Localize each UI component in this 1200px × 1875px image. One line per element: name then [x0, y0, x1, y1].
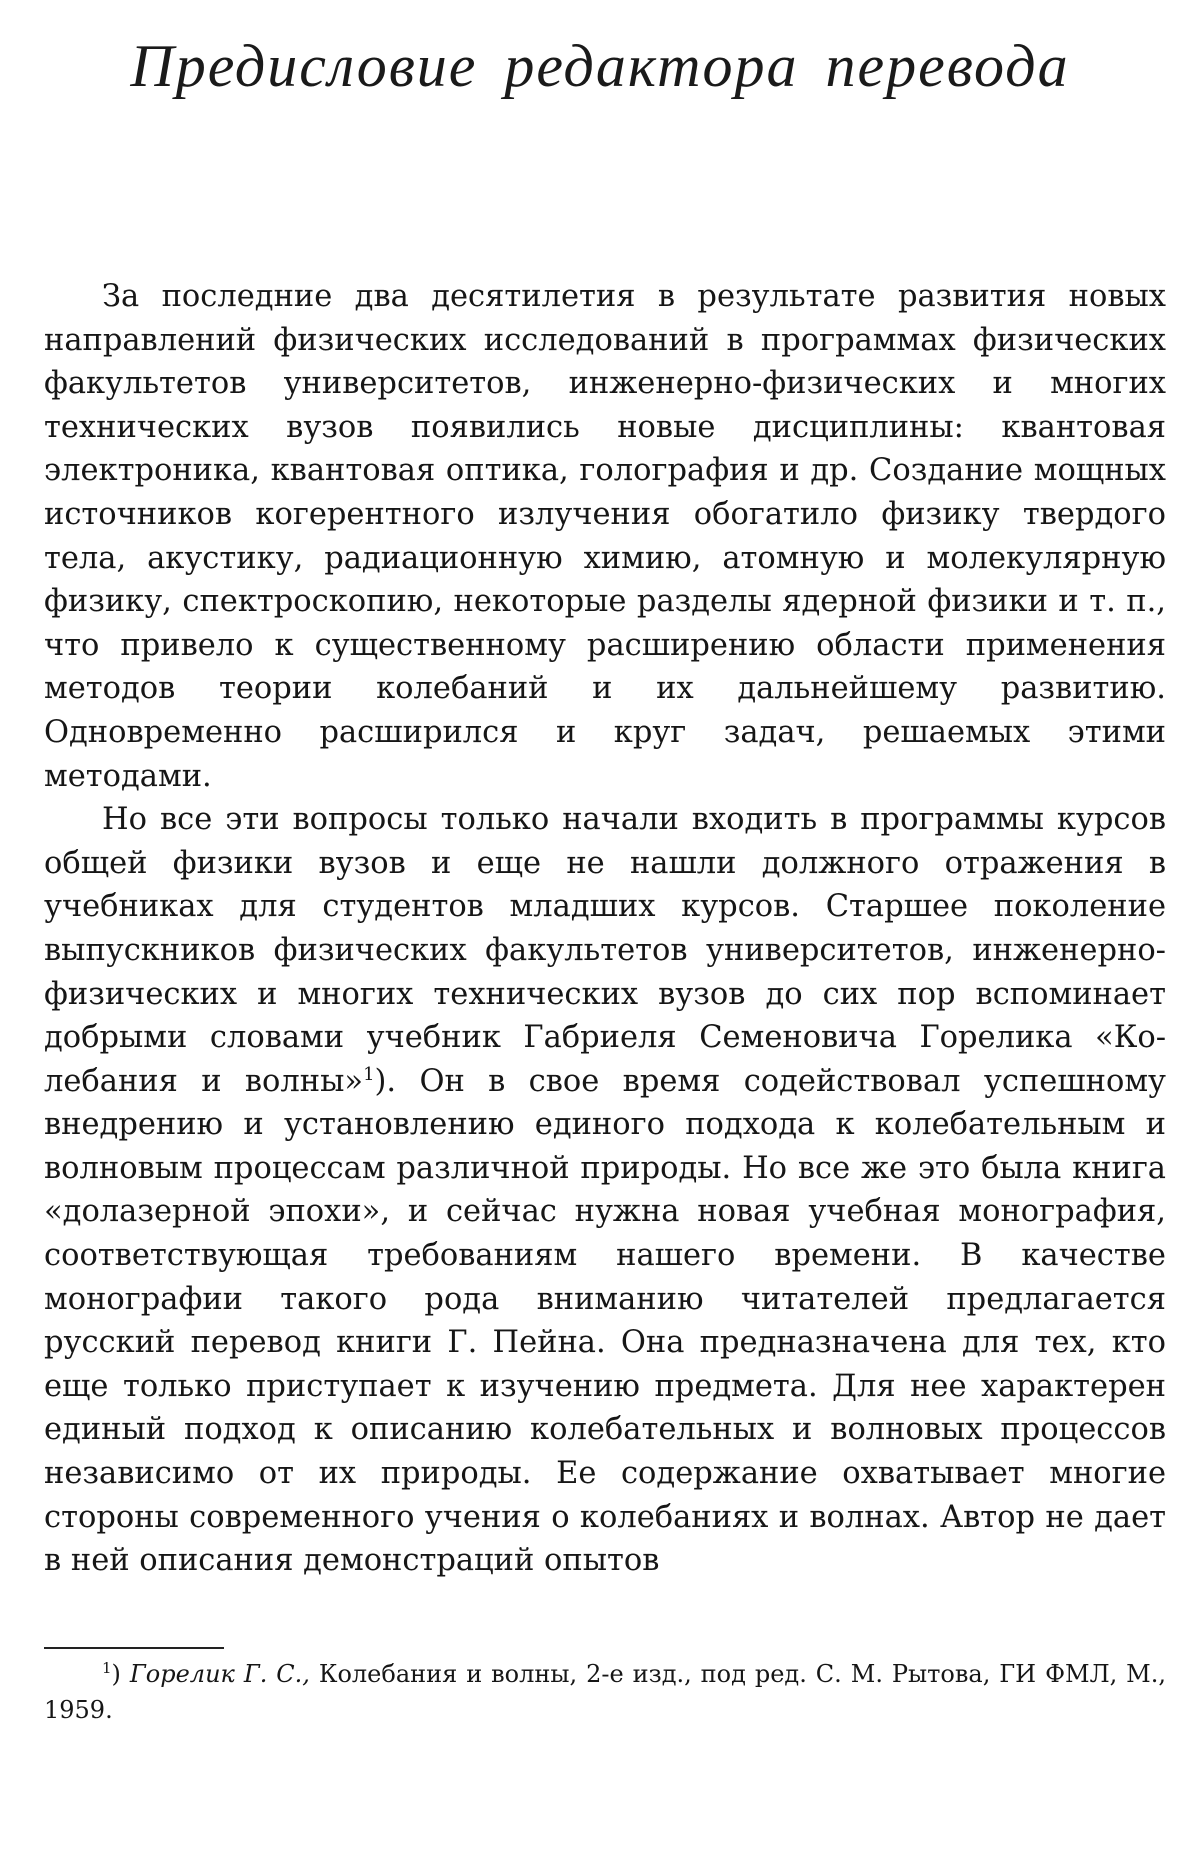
footnote-text: Колебания и волны, 2-е изд., под ред. С. М. Рытова, ГИ ФМЛ, М., 1959. — [44, 1660, 1167, 1724]
body-text — [44, 275, 1166, 1583]
paragraph-2-part-2: ). Он в свое время содействовал успешному внедрению и установлению единого подхода к колебательным и волновым процессам различной природы. Но все же это была книга «долазерной эпохи», и сейчас нужна новая учебная монография, соответствующая требованиям нашего времени. В качестве монографии такого рода вниманию читателей предлагается русский перевод книги Г. Пейна. Она предназначена для тех, кто еще только приступает к изучению предмета. Для нее характерен единый подход к описанию колебательных и волновых процессов независимо от их природы. Ее содержание охватывает многие стороны современного учения о колебаниях и волнах. Автор не дает в ней описания демонстраций опытов — [44, 1063, 1166, 1579]
footnote-author: Горелик Г. С., — [129, 1660, 310, 1688]
paragraph-1: За последние два десятилетия в результате развития новых направлений физических исследований в программах физических факультетов университетов, инженерно-физических и многих технических вузов появились новые дисциплины: квантовая электроника, квантовая оптика, голография и др. Создание мощных источников когерентного излучения обогатило физику твердого тела, акустику, радиационную химию, атомную и молекулярную физику, спектроскопию, некоторые разделы ядерной физики и т. п., что привело к существенному расширению области применения методов теории колебаний и их дальнейшему развитию. Одновременно расширился и круг задач, решаемых этими методами. — [44, 279, 1166, 794]
footnote-paren: ) — [111, 1660, 121, 1688]
footnote-number: 1 — [102, 1659, 112, 1677]
page-title: Предисловие редактора перевода — [130, 33, 1070, 99]
footnote-reference[interactable]: 1 — [363, 1063, 375, 1085]
footnote — [44, 1656, 1166, 1728]
footnote-divider — [44, 1647, 224, 1649]
paragraph-2 — [44, 798, 1166, 1583]
paragraph-2-part-1: Но все эти вопросы только начали входить в программы курсов общей физики вузов и еще не нашли должного отражения в учебниках для студентов младших курсов. Старшее поколение выпускников физических факультетов университетов, инженерно-физических и многих технических вузов до сих пор вспоминает добрыми словами учебник Габриеля Семеновича Горелика «Колебания и волны» — [44, 802, 1166, 1099]
